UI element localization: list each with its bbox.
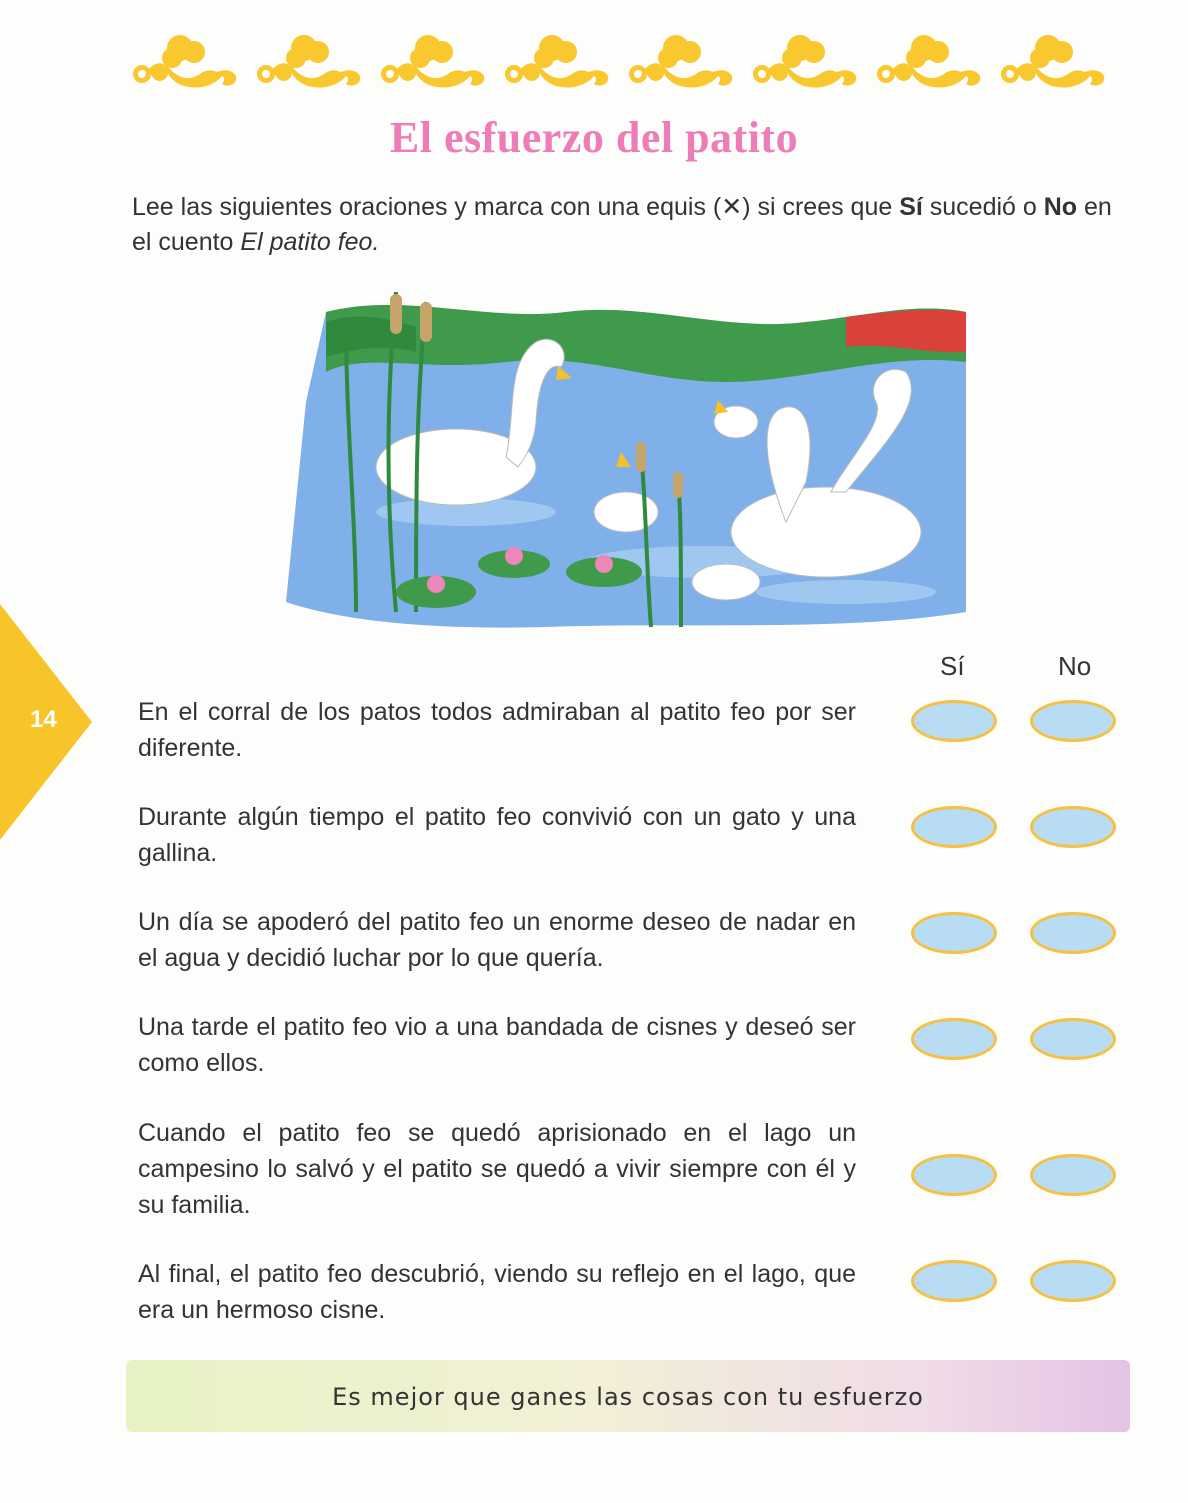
answer-oval-si-1[interactable] [911,700,997,742]
answer-oval-si-5[interactable] [911,1154,997,1196]
story-title: El patito feo. [240,228,380,256]
decorative-flourish-border [128,28,1118,96]
instructions-si: Sí [899,193,923,221]
instructions-part3: sucedió o [922,193,1044,221]
answer-oval-no-2[interactable] [1030,806,1116,848]
motto-text: Es mejor que ganes las cosas con tu esfuerzo [332,1383,924,1411]
instructions-text [132,190,1132,260]
instructions-part4: en el cuento [132,193,1112,256]
answer-oval-no-6[interactable] [1030,1260,1116,1302]
column-header-no: No [1058,651,1092,681]
statement-4: Una tarde el patito feo vio a una bandada de cisnes y deseó ser como ellos. [138,1013,856,1077]
answer-oval-si-6[interactable] [911,1260,997,1302]
column-header-si: Sí [940,651,965,681]
instructions-part1: Lee las siguientes oraciones y marca con una equis ( [132,193,722,221]
x-mark-icon: ✕ [721,193,743,221]
page-number: 14 [30,706,57,733]
answer-oval-no-1[interactable] [1030,700,1116,742]
statement-1: En el corral de los patos todos admiraban al patito feo por ser diferente. [138,698,856,762]
answer-oval-si-2[interactable] [911,806,997,848]
answer-oval-no-4[interactable] [1030,1018,1116,1060]
statement-6: Al final, el patito feo descubrió, viendo su reflejo en el lago, que era un hermoso cisne. [138,1260,856,1324]
answer-oval-no-5[interactable] [1030,1154,1116,1196]
answer-oval-si-3[interactable] [911,912,997,954]
instructions-part2: ) si crees que [742,193,900,221]
statement-3: Un día se apoderó del patito feo un enorme deseo de nadar en el agua y decidió luchar por lo que quería. [138,908,856,972]
statement-2: Durante algún tiempo el patito feo convivió con un gato y una gallina. [138,803,856,867]
statement-5: Cuando el patito feo se quedó aprisionado en el lago un campesino lo salvó y el patito se quedó a vivir siempre con él y su familia. [138,1119,856,1219]
answer-oval-si-4[interactable] [911,1018,997,1060]
answer-oval-no-3[interactable] [1030,912,1116,954]
swans-pond-illustration [286,282,966,630]
page-title: El esfuerzo del patito [389,113,799,162]
instructions-no: No [1043,193,1078,221]
